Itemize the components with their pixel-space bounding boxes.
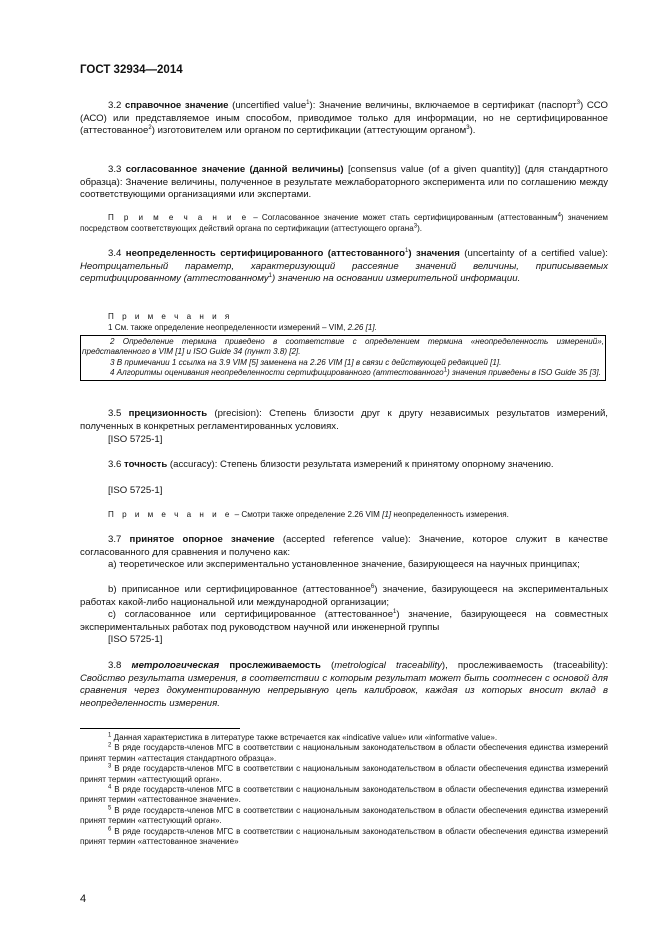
- section-3-5: 3.5 прецизионность (precision): Степень близости друг к другу независимых результатов измерений, полученных в конкретных регламентированных условиях.: [80, 408, 608, 432]
- section-3-4: 3.4 неопределенность сертифицированного (аттестованного$^1$) значения (uncertainty of a certified value): Неотрицательный параметр, характеризующий рассеяние значений величины, приписываемых сертифицированному (аттестованному$^1$) значению на основании измерительной информации.: [80, 247, 608, 285]
- notes-3-4-label: П р и м е ч а н и я: [108, 312, 233, 321]
- section-3-5-ref: [ISO 5725-1]: [108, 434, 163, 445]
- page-number: 4: [80, 893, 87, 905]
- section-3-6: 3.6 точность (accuracy): Степень близости результата измерений к принятому опорному значению.: [108, 459, 554, 470]
- note-3-4-1: 1 См. также определение неопределенности измерений – VIM, 2.26 [1].: [108, 323, 377, 332]
- footnote-1: $^1$ Данная характеристика в литературе также встречается как «indicative value» или «informative value».: [108, 732, 498, 742]
- section-3-7-b: b) приписанное или сертифицированное (аттестованное$^6$) значение, базирующееся на экспериментальных работах какой-либо национальной или международной организации;: [80, 583, 608, 608]
- footnotes: [80, 733, 608, 847]
- section-3-7-c: c) согласованное или сертифицированное (аттестованное$^1$) значение, базирующееся на совместных экспериментальных работах под руководством научной или инженерной группы: [80, 608, 608, 633]
- note-3-4-4: 4 Алгоритмы оценивания неопределенности сертифицированного (аттестованного$^1$) значения приведены в ISO Guide 35 [3].: [110, 367, 601, 378]
- note-3-4-2: 2 Определение термина приведено в соответствие с определением термина «неопределенность измерений», представленного в VIM [1] и ISO Guide 34 (пункт 3.8) [2].: [82, 337, 604, 357]
- page-header: ГОСТ 32934—2014: [80, 64, 183, 76]
- footnote-separator: [80, 728, 240, 729]
- section-3-6-ref: [ISO 5725-1]: [108, 485, 163, 496]
- footnote-3: $^3$ В ряде государств-членов МГС в соответствии с национальным законодательством в области обеспечения единства измерений принят термин «аттестующий орган».: [80, 763, 608, 784]
- section-3-7-ref: [ISO 5725-1]: [108, 634, 163, 645]
- section-3-2: 3.2 справочное значение (uncertified value$^1$): Значение величины, включаемое в сертификат (паспорт$^3$) ССО (АСО) или представляемое иным способом, приводимое только для информации, но не сертифицированное (аттестованное$^2$) изготовителем или органом по сертификации (аттестующим органом$^3$).: [80, 99, 608, 137]
- note-3-3: П р и м е ч а н и е – Согласованное значение может стать сертифицированным (аттестованным$^4$) значением посредством соответствующих действий органа по сертификации (аттестующего органа$^3$).: [80, 212, 608, 233]
- note-3-4-3: 3 В примечании 1 ссылка на 3.9 VIM [5] заменена на 2.26 VIM [1] в связи с действующей редакцией [1].: [110, 357, 502, 367]
- notes-3-4-box: [80, 335, 606, 381]
- section-3-3: 3.3 согласованное значение (данной величины) [consensus value (of a given quantity)] (для стандартного образца): Значение величины, полученное в результате межлабораторного эксперимента или по соглашению между соответствующими организациями или экспертами.: [80, 164, 609, 201]
- footnote-4: $^4$ В ряде государств-членов МГС в соответствии с национальным законодательством в области обеспечения единства измерений принят термин «аттестованное значение».: [80, 784, 608, 805]
- section-3-7: 3.7 принятое опорное значение (accepted reference value): Значение, которое служит в качестве согласованного для сравнения и получено как:: [80, 534, 608, 558]
- note-3-6: П р и м е ч а н и е – Смотри также определение 2.26 VIM [1] неопределенность измерения.: [108, 510, 509, 519]
- section-3-8: 3.8 метрологическая прослеживаемость (metrological traceability), прослеживаемость (traceability): Свойство результата измерения, в соответствии с которым результат может быть соотнесен с основой для сравнения через документированную непрерывную цепь калибровок, каждая из которых вносит вклад в неопределенность измерения.: [80, 660, 608, 709]
- footnote-6: $^6$ В ряде государств-членов МГС в соответствии с национальным законодательством в области обеспечения единства измерений принят термин «аттестованное значение»: [80, 825, 608, 847]
- footnote-5: $^5$ В ряде государств-членов МГС в соответствии с национальным законодательством в области обеспечения единства измерений принят термин «аттестующий орган».: [80, 805, 608, 826]
- footnote-2: $^2$ В ряде государств-членов МГС в соответствии с национальным законодательством в области обеспечения единства измерений принят термин «аттестация стандартного образца».: [80, 742, 608, 763]
- section-3-7-a: a) теоретическое или экспериментально установленное значение, базирующееся на научных принципах;: [108, 559, 580, 570]
